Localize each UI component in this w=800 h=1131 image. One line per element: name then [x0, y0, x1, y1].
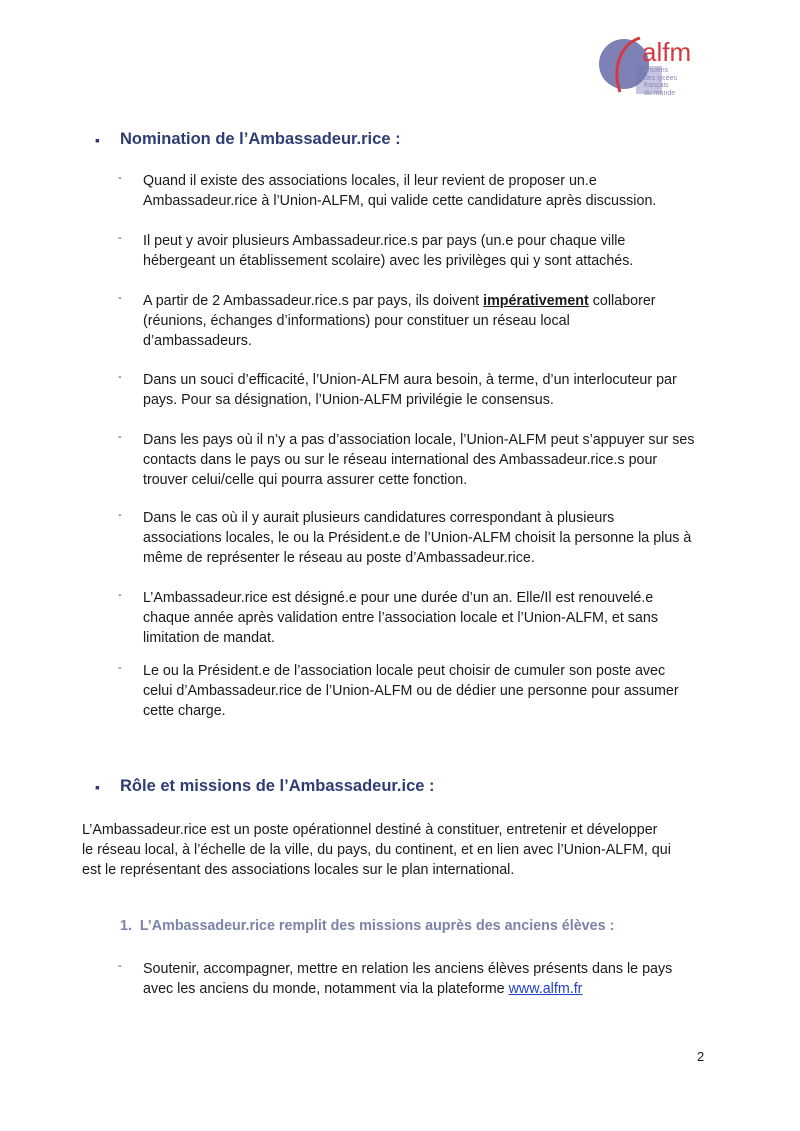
logo-tagline — [644, 67, 677, 97]
text: A partir de 2 Ambassadeur.rice.s par pays, ils doivent — [143, 293, 484, 309]
item-line: pays. Pour sa désignation, l’Union-ALFM privilégie le consensus. — [143, 392, 554, 408]
item-line: hébergeant un établissement scolaire) avec les privilèges qui y sont attachés. — [143, 253, 634, 269]
page-number: 2 — [697, 1049, 705, 1064]
heading-bullet: ▪ — [95, 779, 100, 795]
dash-bullet: - — [118, 292, 122, 304]
section-heading-nomination: Nomination de l’Ambassadeur.rice : — [120, 130, 401, 148]
alfm-website-link[interactable]: www.alfm.fr — [508, 981, 583, 997]
list-item — [118, 430, 695, 490]
item-line: L’Ambassadeur.rice est désigné.e pour une durée d’un an. Elle/Il est renouvelé.e — [143, 590, 654, 606]
tagline-line: anciens — [644, 67, 669, 74]
paragraph-line: le réseau local, à l’échelle de la ville, du pays, du continent, et en lien avec l’Union-ALFM, qui — [82, 842, 671, 858]
dash-bullet: - — [118, 589, 122, 601]
item-line: associations locales, le ou la Président.e de l’Union-ALFM choisit la personne la plus à — [143, 530, 692, 546]
heading-bullet: ▪ — [95, 132, 100, 148]
item-line: cette charge. — [143, 703, 226, 719]
paragraph-line: est le représentant des associations locales sur le plan international. — [82, 862, 515, 878]
dash-bullet: - — [118, 431, 122, 443]
dash-bullet: - — [118, 232, 122, 244]
role-paragraph — [82, 820, 671, 880]
item-line: Le ou la Président.e de l’association locale peut choisir de cumuler son poste avec — [143, 663, 666, 679]
svg-text:alfm: alfm — [642, 37, 692, 67]
dash-bullet: - — [118, 662, 122, 674]
list-item — [118, 291, 656, 351]
item-line: limitation de mandat. — [143, 630, 275, 646]
item-line — [143, 291, 656, 311]
item-line: trouver celui/celle qui pourra assurer cette fonction. — [143, 472, 468, 488]
paragraph-line: L’Ambassadeur.rice est un poste opérationnel destiné à constituer, entretenir et développer — [82, 822, 658, 838]
tagline-line: du monde — [644, 89, 676, 97]
dash-bullet: - — [118, 960, 122, 972]
list-item — [118, 370, 677, 410]
list-item — [118, 661, 679, 721]
dash-bullet: - — [118, 371, 122, 383]
item-line: même de représenter le réseau au poste d’Ambassadeur.rice. — [143, 550, 535, 566]
tagline-line: des lycées — [644, 74, 678, 82]
item-line: Dans les pays où il n’y a pas d’association locale, l’Union-ALFM peut s’appuyer sur ses — [143, 432, 695, 448]
item-line: Quand il existe des associations locales, il leur revient de proposer un.e — [143, 173, 597, 189]
item-line — [143, 979, 672, 999]
text: collaborer — [588, 293, 656, 309]
list-item — [118, 231, 634, 271]
dash-bullet: - — [118, 509, 122, 521]
item-line: Ambassadeur.rice à l’Union-ALFM, qui valide cette candidature après discussion. — [143, 193, 657, 209]
item-line: Il peut y avoir plusieurs Ambassadeur.rice.s par pays (un.e pour chaque ville — [143, 233, 626, 249]
list-item — [118, 171, 657, 211]
list-item — [118, 588, 658, 648]
item-line: celui d’Ambassadeur.rice de l’Union-ALFM ou de dédier une personne pour assumer — [143, 683, 679, 699]
dash-bullet: - — [118, 172, 122, 184]
list-item — [118, 959, 673, 999]
list-item — [118, 508, 692, 568]
item-line: Dans un souci d’efficacité, l’Union-ALFM aura besoin, à terme, d’un interlocuteur par — [143, 372, 677, 388]
item-line: Soutenir, accompagner, mettre en relation les anciens élèves présents dans le pays — [143, 961, 673, 977]
subheading-missions: 1. L’Ambassadeur.rice remplit des missions auprès des anciens élèves : — [120, 918, 615, 934]
item-line: d’ambassadeurs. — [143, 333, 252, 349]
emphasis-text: impérativement — [483, 293, 589, 309]
tagline-line: français — [644, 82, 669, 89]
section-heading-role: Rôle et missions de l’Ambassadeur.ice : — [120, 777, 435, 795]
item-line: (réunions, échanges d’informations) pour constituer un réseau local — [143, 313, 570, 329]
item-line: chaque année après validation entre l’association locale et l’Union-ALFM, et sans — [143, 610, 658, 626]
alfm-logo — [598, 34, 708, 100]
item-line: Dans le cas où il y aurait plusieurs candidatures correspondant à plusieurs — [143, 510, 615, 526]
text: avec les anciens du monde, notamment via la plateforme — [143, 981, 509, 997]
item-line: contacts dans le pays ou sur le réseau international des Ambassadeur.rice.s pour — [143, 452, 658, 468]
